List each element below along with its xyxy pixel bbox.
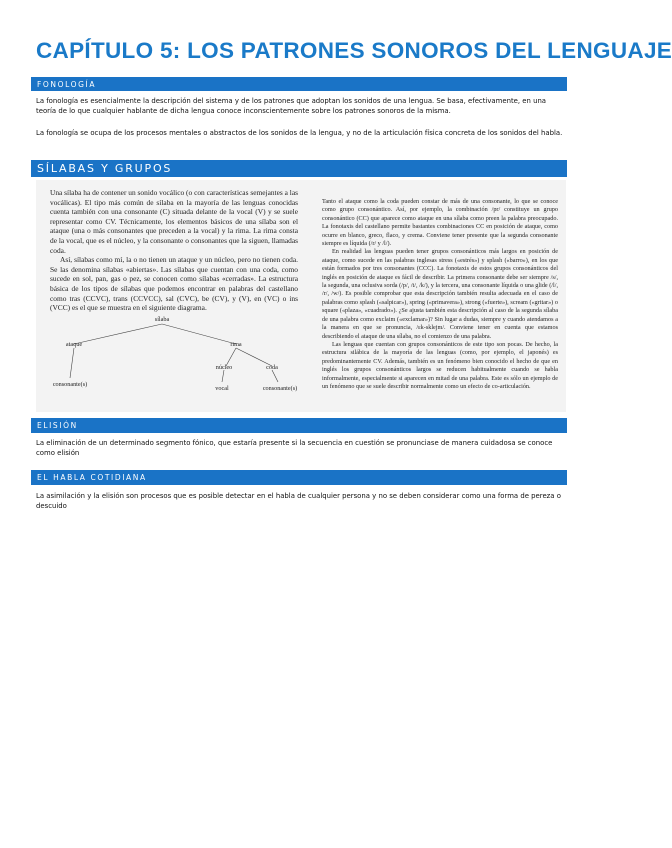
- tree-node-coda-child: consonante(s): [262, 385, 298, 392]
- section-header-fonologia: FONOLOGÍA: [31, 77, 567, 91]
- scan-paragraph: Tanto el ataque como la coda pueden constar de más de una consonante, lo que se conoce como grupo consonántico. Así, por ejemplo, la combinación /pr/ constituye un grupo consonántico (CC) que aparece como ataque en una sílaba como preen la palabra preocupado. La fonotaxis del castellano permite bastantes combinaciones CC en posición de ataque, como ocurre en blanco, greco, flaco, y crema. Conviene tener presente que la segunda consonante siempre es líquida (/r/ y /l/).: [322, 198, 558, 248]
- scan-left-column: [50, 188, 298, 313]
- scan-paragraph: Una sílaba ha de contener un sonido vocálico (o con características semejantes a las vocálicas). El tipo más común de sílaba en la mayoría de las lenguas conocidas cuenta también con una consonante (C) situada delante de la vocal (V) y se suele representar como CV. Técnicamente, los elementos básicos de una sílaba son el ataque (una o más consonantes que preceden a la vocal) y la rima. La rima consta de la vocal, que es el núcleo, y la consonante o consonantes que la siguen, llamadas coda.: [50, 188, 298, 255]
- scan-paragraph: Así, sílabas como mí, la o no tienen un ataque y un núcleo, pero no tienen coda. Se las denomina sílabas «abiertas». Las sílabas que cuentan con una coda, como sucede en sol, pan, gas o pez, se conocen como sílabas «cerradas». La estructura básica de los tipos de sílabas que podemos encontrar en palabras del castellano como tras (CCVC), trans (CCVCC), sal (CVC), be (CV), y (V), en (VC) o ins (VCC) es el que se muestra en el siguiente diagrama.: [50, 255, 298, 313]
- syllable-tree-diagram: [36, 312, 306, 412]
- habla-paragraph: La asimilación y la elisión son procesos que es posible detectar en el habla de cualquier persona y no se deben considerar como una forma de pereza o descuido: [36, 492, 561, 510]
- scan-paragraph: En realidad las lenguas pueden tener grupos consonánticos más largos en posición de ataque, como sucede en las palabras inglesas stress («estrés») y splash («barro»), en los que están formados por tres consonantes (CCC). La fonotaxis de estos grupos consonánticos del inglés en posición de ataque es fácil de describir. La primera consonante debe ser siempre /s/, la segunda, una oclusiva sorda (/p/, /t/, /k/), y la tercera, una consonante líquida o una glide (/l/, /r/, /w/). Es posible comprobar que esta descripción también resulta adecuada en el caso de palabras como splash («salpicar»), spring («primavera»), strong («fuerte»), scream («gritar») o square («plaza», «cuadrado»). ¿Se ajusta también esta descripción al caso de la segunda sílaba de una palabra como exclaim («exclamar»)? Sin lugar a dudas, siempre y cuando atendamos a la manera en que se pronuncia, /ɛk-sklejm/. Conviene tener en cuenta que estamos describiendo el ataque de una sílaba, no el comienzo de una palabra.: [322, 248, 558, 340]
- tree-node-rhyme: rima: [230, 341, 242, 348]
- section-header-silabas: SÍLABAS Y GRUPOS: [31, 160, 567, 177]
- elision-paragraph: La eliminación de un determinado segmento fónico, que estaría presente si la secuencia en cuestión se pronunciase de manera cuidadosa se conoce como elisión: [36, 439, 553, 457]
- section-header-elision: ELISIÓN: [31, 418, 567, 433]
- textbook-scan: [36, 180, 566, 412]
- tree-node-root: sílaba: [154, 316, 170, 323]
- page-title: CAPÍTULO 5: LOS PATRONES SONOROS DEL LENGUAJE: [36, 38, 672, 63]
- tree-node-onset-child: consonante(s): [52, 381, 88, 388]
- scan-paragraph: Las lenguas que cuentan con grupos consonánticos de este tipo son pocas. De hecho, la estructura silábica de la mayoría de las lenguas (como, por ejemplo, el japonés) es predominantemente CV. Además, también es un fenómeno bien conocido el hecho de que en inglés los grupos consonánticos largos se reducen habitualmente cuando se habla informalmente, especialmente si aparecen en mitad de una palabra. Este es sólo un ejemplo de un fenómeno que se suele describir normalmente como un efecto de co-articulación.: [322, 340, 558, 390]
- fonologia-paragraph-1: La fonología es esencialmente la descripción del sistema y de los patrones que adoptan los sonidos de una lengua. Se basa, efectivamente, en una teoría de lo que cualquier hablante de dicha lengua conoce inconscientemente sobre los patrones sonoros de la misma.: [36, 97, 547, 115]
- tree-node-nucleus-child: vocal: [215, 385, 229, 392]
- tree-node-coda: coda: [266, 364, 278, 371]
- tree-node-nucleus: núcleo: [215, 364, 233, 371]
- tree-node-onset: ataque: [65, 341, 83, 348]
- scan-right-column: [322, 198, 558, 391]
- fonologia-paragraph-2: La fonología se ocupa de los procesos mentales o abstractos de los sonidos de la lengua, y no de la articulación física concreta de los sonidos del habla.: [36, 129, 563, 137]
- section-header-habla: EL HABLA COTIDIANA: [31, 470, 567, 485]
